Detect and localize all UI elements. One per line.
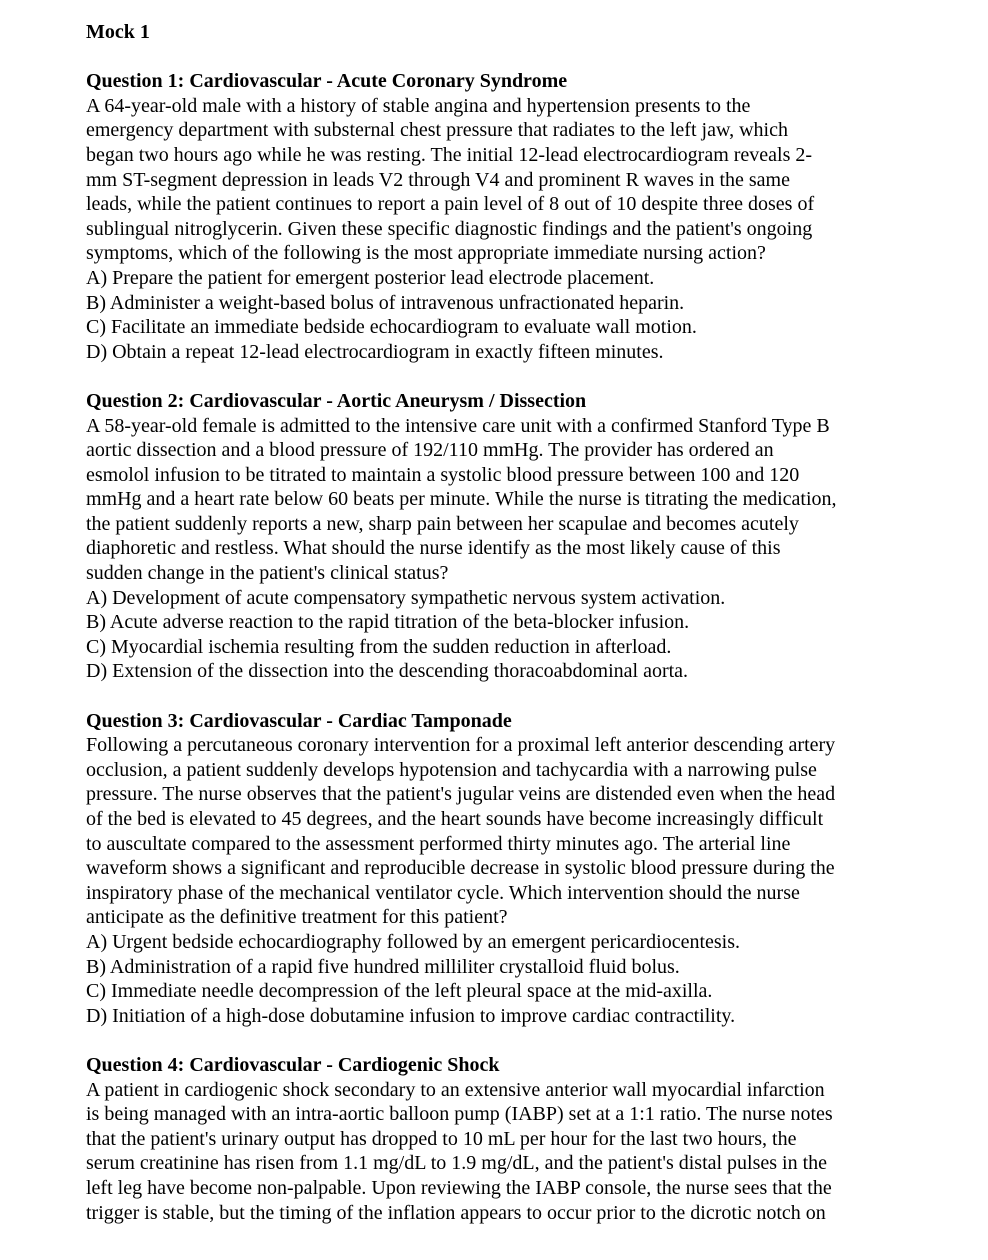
question-list	[86, 69, 906, 1225]
question-stem-line: trigger is stable, but the timing of the inflation appears to occur prior to the dicrotic notch on	[86, 1201, 826, 1224]
spacer	[86, 1028, 906, 1053]
answer-option: D) Extension of the dissection into the descending thoracoabdominal aorta.	[86, 660, 689, 683]
question-heading: Question 1: Cardiovascular - Acute Coronary Syndrome	[86, 70, 568, 93]
question-stem-line: left leg have become non-palpable. Upon reviewing the IABP console, the nurse sees that the	[86, 1176, 832, 1199]
answer-option: B) Acute adverse reaction to the rapid titration of the beta-blocker infusion.	[86, 611, 690, 634]
question-block	[86, 389, 906, 684]
question-stem-line: to auscultate compared to the assessment performed thirty minutes ago. The arterial line	[86, 832, 791, 855]
question-stem-line: A 64-year-old male with a history of stable angina and hypertension presents to the	[86, 94, 751, 117]
question-stem-line: esmolol infusion to be titrated to maintain a systolic blood pressure between 100 and 120	[86, 463, 800, 486]
question-stem-line: aortic dissection and a blood pressure of 192/110 mmHg. The provider has ordered an	[86, 439, 774, 462]
question-stem-line: mm ST-segment depression in leads V2 through V4 and prominent R waves in the same	[86, 168, 790, 191]
question-stem-line: is being managed with an intra-aortic balloon pump (IABP) set at a 1:1 ratio. The nurse notes	[86, 1103, 833, 1126]
question-stem-line: that the patient's urinary output has dropped to 10 mL per hour for the last two hours, the	[86, 1127, 797, 1150]
question-stem-line: occlusion, a patient suddenly develops hypotension and tachycardia with a narrowing pulse	[86, 758, 817, 781]
question-stem-line: symptoms, which of the following is the most appropriate immediate nursing action?	[86, 242, 766, 265]
question-heading: Question 2: Cardiovascular - Aortic Aneurysm / Dissection	[86, 389, 587, 412]
question-stem-line: sudden change in the patient's clinical status?	[86, 562, 449, 585]
answer-option: A) Urgent bedside echocardiography followed by an emergent pericardiocentesis.	[86, 930, 741, 953]
answer-option: B) Administration of a rapid five hundred milliliter crystalloid fluid bolus.	[86, 955, 680, 978]
spacer	[86, 684, 906, 709]
document-title: Mock 1	[86, 21, 150, 43]
answer-option: C) Facilitate an immediate bedside echocardiogram to evaluate wall motion.	[86, 316, 697, 339]
question-stem-line: serum creatinine has risen from 1.1 mg/dL to 1.9 mg/dL, and the patient's distal pulses in the	[86, 1152, 828, 1175]
question-block	[86, 69, 906, 364]
question-stem-line: A 58-year-old female is admitted to the intensive care unit with a confirmed Stanford Type B	[86, 414, 830, 437]
question-stem-line: pressure. The nurse observes that the patient's jugular veins are distended even when the head	[86, 783, 836, 806]
answer-option: D) Initiation of a high-dose dobutamine infusion to improve cardiac contractility.	[86, 1004, 736, 1027]
answer-option: C) Immediate needle decompression of the left pleural space at the mid-axilla.	[86, 980, 713, 1003]
spacer	[86, 364, 906, 389]
question-stem-line: emergency department with substernal chest pressure that radiates to the left jaw, which	[86, 119, 788, 142]
question-stem-line: mmHg and a heart rate below 60 beats per minute. While the nurse is titrating the medication,	[86, 488, 837, 511]
answer-option: D) Obtain a repeat 12-lead electrocardiogram in exactly fifteen minutes.	[86, 340, 664, 363]
question-stem-line: the patient suddenly reports a new, sharp pain between her scapulae and becomes acutely	[86, 512, 799, 535]
question-heading: Question 4: Cardiovascular - Cardiogenic Shock	[86, 1053, 500, 1076]
question-stem-line: sublingual nitroglycerin. Given these specific diagnostic findings and the patient's ongoing	[86, 217, 813, 240]
question-stem-line: anticipate as the definitive treatment for this patient?	[86, 906, 508, 929]
question-block	[86, 1053, 906, 1225]
question-stem-line: inspiratory phase of the mechanical ventilator cycle. Which intervention should the nurse	[86, 881, 800, 904]
question-stem-line: leads, while the patient continues to report a pain level of 8 out of 10 despite three doses of	[86, 193, 815, 216]
question-heading: Question 3: Cardiovascular - Cardiac Tamponade	[86, 709, 512, 732]
question-stem-line: Following a percutaneous coronary intervention for a proximal left anterior descending artery	[86, 734, 836, 757]
answer-option: A) Development of acute compensatory sympathetic nervous system activation.	[86, 586, 726, 609]
answer-option: B) Administer a weight-based bolus of intravenous unfractionated heparin.	[86, 291, 685, 314]
question-stem-line: began two hours ago while he was resting. The initial 12-lead electrocardiogram reveals 2-	[86, 143, 813, 166]
question-stem-line: diaphoretic and restless. What should the nurse identify as the most likely cause of this	[86, 537, 781, 560]
spacer	[86, 45, 906, 70]
answer-option: C) Myocardial ischemia resulting from the sudden reduction in afterload.	[86, 635, 672, 658]
answer-option: A) Prepare the patient for emergent posterior lead electrode placement.	[86, 266, 655, 289]
question-stem-line: of the bed is elevated to 45 degrees, and the heart sounds have become increasingly difficult	[86, 808, 824, 830]
question-stem-line: waveform shows a significant and reproducible decrease in systolic blood pressure during the	[86, 857, 835, 880]
question-block	[86, 709, 906, 1029]
question-stem-line: A patient in cardiogenic shock secondary to an extensive anterior wall myocardial infarction	[86, 1078, 825, 1101]
document-page	[86, 20, 906, 1225]
